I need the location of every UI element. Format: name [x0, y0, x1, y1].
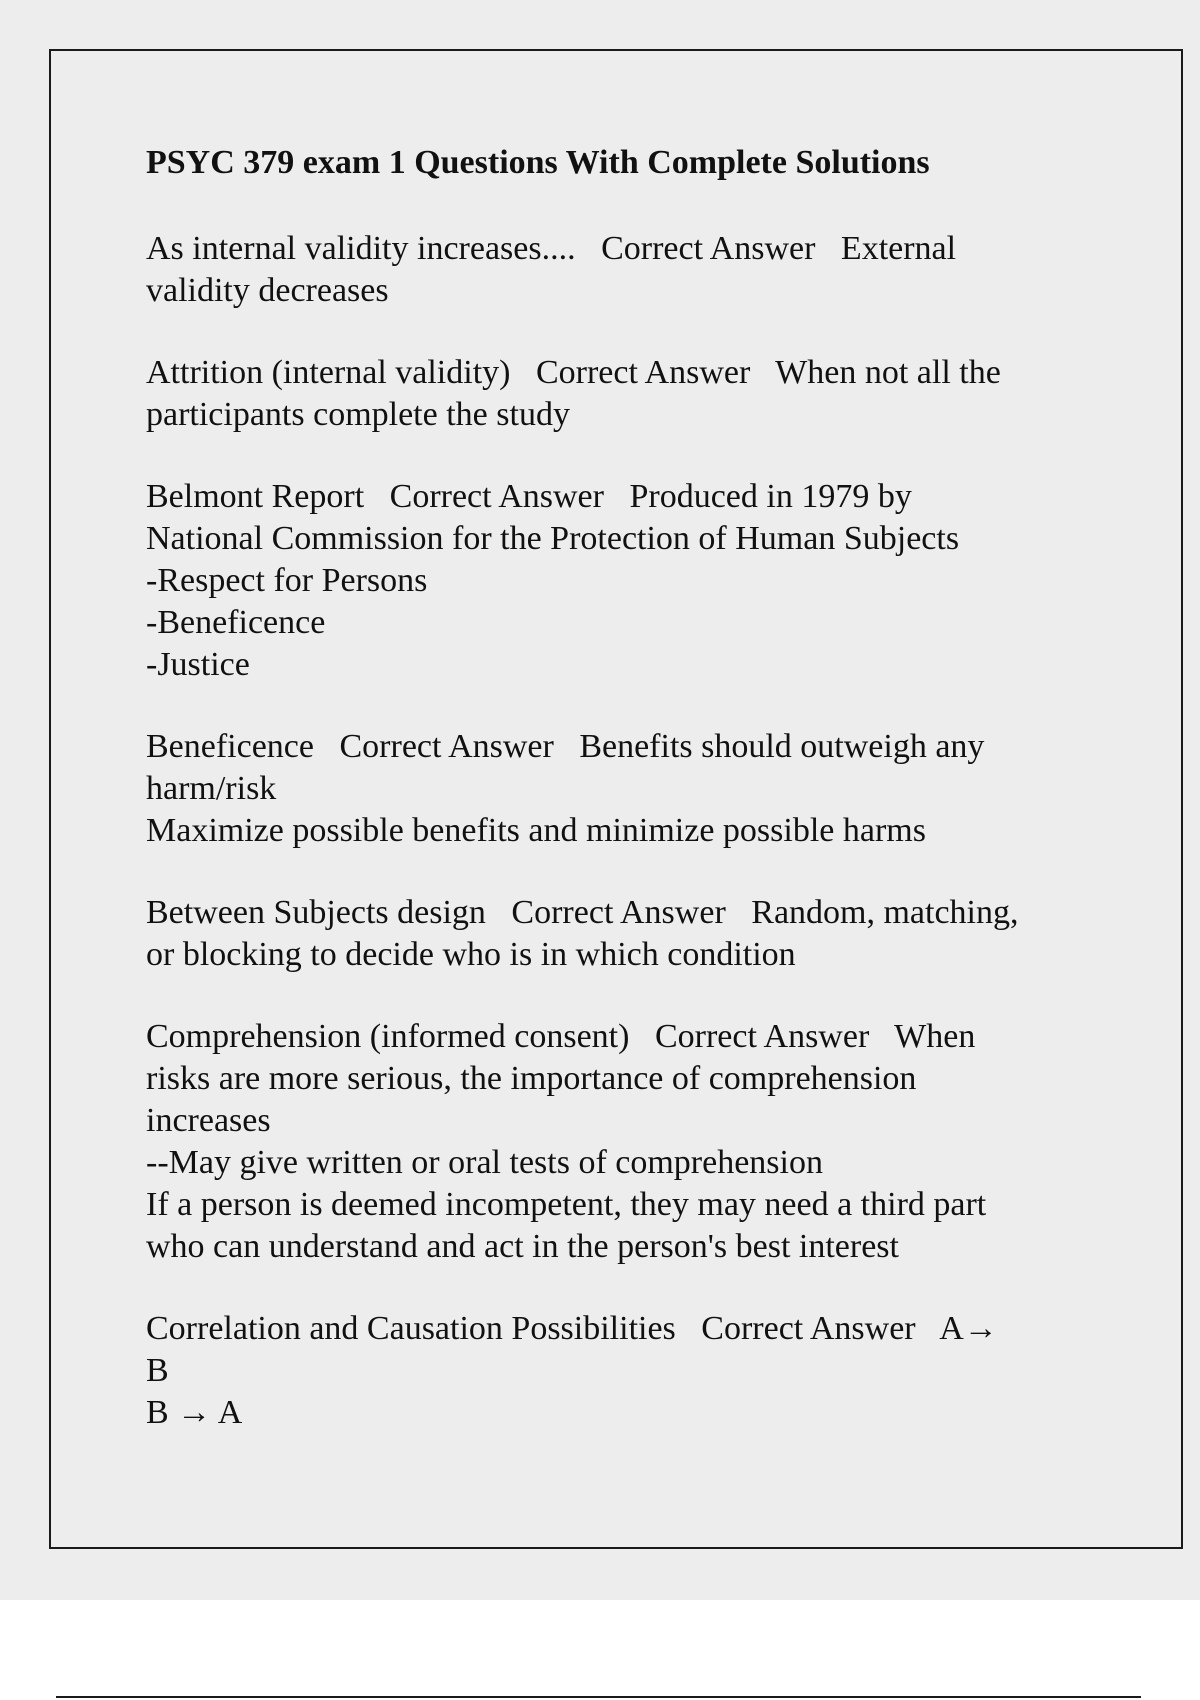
entry-line: who can understand and act in the person's best interest — [146, 1228, 899, 1265]
entry-line: Attrition (internal validity) Correct Answer When not all the — [146, 354, 1001, 391]
entry-line: participants complete the study — [146, 396, 570, 433]
entry-line: National Commission for the Protection of Human Subjects — [146, 520, 960, 557]
entry-line: -Respect for Persons — [146, 562, 428, 599]
entry-line: B — [146, 1352, 169, 1389]
entry-line: Beneficence Correct Answer Benefits should outweigh any — [146, 728, 985, 765]
entry-line: Comprehension (informed consent) Correct Answer When — [146, 1018, 976, 1055]
qa-entry-correlation-causation — [146, 1308, 1086, 1434]
entry-line: Between Subjects design Correct Answer Random, matching, — [146, 894, 1019, 931]
entry-line: -Beneficence — [146, 604, 326, 641]
qa-entry-comprehension — [146, 1016, 1086, 1268]
qa-entry-internal-validity — [146, 228, 1086, 312]
document-content — [146, 140, 1086, 1474]
qa-entry-belmont-report — [146, 476, 1086, 686]
qa-entry-beneficence — [146, 726, 1086, 852]
entry-line: Maximize possible benefits and minimize possible harms — [146, 812, 926, 849]
entry-line: Belmont Report Correct Answer Produced in 1979 by — [146, 478, 912, 515]
entry-line: Correlation and Causation Possibilities Correct Answer A→ — [146, 1310, 998, 1347]
entry-line: If a person is deemed incompetent, they may need a third part — [146, 1186, 987, 1223]
entry-line: --May give written or oral tests of comprehension — [146, 1144, 823, 1181]
footer-divider — [56, 1696, 1141, 1698]
entry-line: increases — [146, 1102, 271, 1139]
qa-entry-between-subjects — [146, 892, 1086, 976]
entry-line: validity decreases — [146, 272, 389, 309]
document-title: PSYC 379 exam 1 Questions With Complete Solutions — [146, 144, 930, 181]
entry-line: harm/risk — [146, 770, 277, 807]
entry-line: As internal validity increases.... Correct Answer External — [146, 230, 957, 267]
entry-line: B → A — [146, 1394, 243, 1431]
entry-line: risks are more serious, the importance of comprehension — [146, 1060, 917, 1097]
entry-line: -Justice — [146, 646, 250, 683]
qa-entry-attrition — [146, 352, 1086, 436]
entry-line: or blocking to decide who is in which condition — [146, 936, 796, 973]
